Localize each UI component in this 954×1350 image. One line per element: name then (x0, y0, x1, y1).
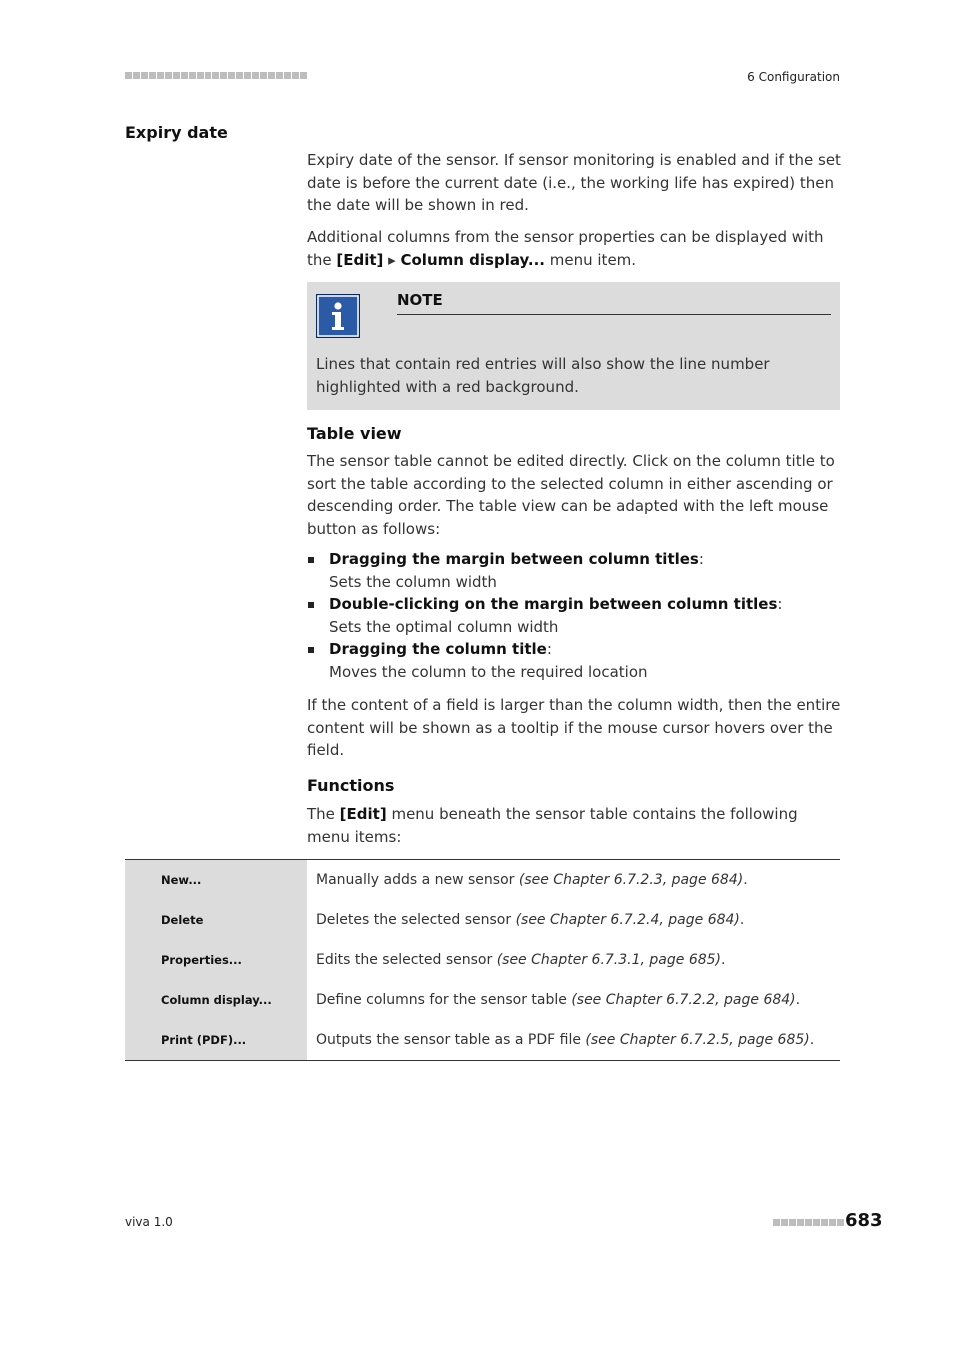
table-row (125, 940, 840, 980)
additional-columns-paragraph (307, 226, 841, 271)
p2-pre: Additional columns from the sensor properties can be displayed with the (307, 228, 824, 269)
menu-item-label: Column display... (125, 980, 307, 1020)
footer-decoration (773, 1219, 844, 1226)
table-row (125, 1020, 840, 1061)
p2-post: menu item. (545, 250, 637, 269)
table-view-heading: Table view (307, 424, 402, 443)
menu-item-description: Define columns for the sensor table (see Chapter 6.7.2.2, page 684). (316, 992, 801, 1008)
table-row (125, 860, 840, 901)
list-item: Dragging the column title: Moves the column to the required location (307, 638, 847, 683)
list-item-term: Dragging the column title (329, 640, 547, 658)
desc-text: Manually adds a new sensor (316, 872, 519, 888)
note-text: Lines that contain red entries will also show the line number highlighted with a red background. (316, 355, 770, 396)
menu-arrow-icon: ▸ (383, 250, 401, 269)
chapter-ref: (see Chapter 6.7.2.5, page 685) (585, 1032, 810, 1048)
note-box (307, 282, 840, 410)
expiry-paragraph: Expiry date of the sensor. If sensor monitoring is enabled and if the set date is before the current date (i.e., the working life has expired) then the date will be shown in red. (307, 151, 841, 214)
tooltip-paragraph-text: If the content of a field is larger than the column width, then the entire content will be shown as a tooltip if the mouse cursor hovers over the field. (307, 696, 841, 759)
desc-text: Define columns for the sensor table (316, 992, 572, 1008)
menu-item-label: Properties... (125, 940, 307, 980)
list-item-desc: Moves the column to the required location (329, 662, 648, 681)
edit-menu-ref: [Edit] (339, 805, 387, 823)
functions-heading: Functions (307, 776, 395, 795)
menu-item-description: Manually adds a new sensor (see Chapter 6.7.2.3, page 684). (316, 872, 748, 888)
menu-item-label: Delete (125, 900, 307, 940)
table-view-intro (307, 450, 841, 540)
menu-item-description: Outputs the sensor table as a PDF file (see Chapter 6.7.2.5, page 685). (316, 1032, 815, 1048)
header-decoration (125, 72, 307, 80)
menu-item-description: Deletes the selected sensor (see Chapter 6.7.2.4, page 684). (316, 912, 745, 928)
tooltip-paragraph (307, 694, 841, 762)
table-view-list (307, 548, 847, 683)
list-item-desc: Sets the column width (329, 572, 497, 591)
desc-text: Deletes the selected sensor (316, 912, 516, 928)
functions-intro-pre: The (307, 805, 340, 823)
info-icon (316, 294, 360, 338)
menu-item-description: Edits the selected sensor (see Chapter 6.7.3.1, page 685). (316, 952, 726, 968)
section-title: Expiry date (125, 123, 228, 142)
list-item-desc: Sets the optimal column width (329, 617, 559, 636)
table-row (125, 900, 840, 940)
note-divider (397, 314, 831, 315)
menu-items-table (125, 859, 840, 1061)
table-view-intro-text: The sensor table cannot be edited directly. Click on the column title to sort the table according to the selected column in either ascending or descending order. The table view can be adapted with the left mouse button as follows: (307, 452, 835, 538)
functions-intro-post: menu beneath the sensor table contains the following menu items: (307, 805, 798, 846)
chapter-ref: (see Chapter 6.7.2.3, page 684) (518, 872, 744, 888)
bullet-icon (308, 557, 314, 563)
chapter-ref: (see Chapter 6.7.3.1, page 685) (496, 952, 722, 968)
menu-item-label: Print (PDF)... (125, 1020, 307, 1061)
bullet-icon (308, 602, 314, 608)
note-title: NOTE (397, 291, 443, 309)
list-item-term: Dragging the margin between column titles (329, 550, 699, 568)
desc-text: Outputs the sensor table as a PDF file (316, 1032, 586, 1048)
list-item: Dragging the margin between column titles: Sets the column width (307, 548, 847, 593)
footer-product: viva 1.0 (125, 1215, 173, 1229)
menu-item-label: New... (125, 860, 307, 901)
column-display-ref: Column display... (400, 250, 545, 269)
edit-menu-ref: [Edit] (336, 250, 384, 269)
functions-intro (307, 803, 841, 848)
list-item-term: Double-clicking on the margin between column titles (329, 595, 778, 613)
desc-text: Edits the selected sensor (316, 952, 497, 968)
chapter-title: 6 Configuration (747, 70, 840, 84)
table-row (125, 980, 840, 1020)
chapter-ref: (see Chapter 6.7.2.4, page 684) (515, 912, 740, 928)
chapter-ref: (see Chapter 6.7.2.2, page 684) (571, 992, 796, 1008)
page-number: 683 (845, 1210, 883, 1231)
expiry-description (307, 149, 841, 217)
list-item: Double-clicking on the margin between column titles: Sets the optimal column width (307, 593, 847, 638)
bullet-icon (308, 647, 314, 653)
